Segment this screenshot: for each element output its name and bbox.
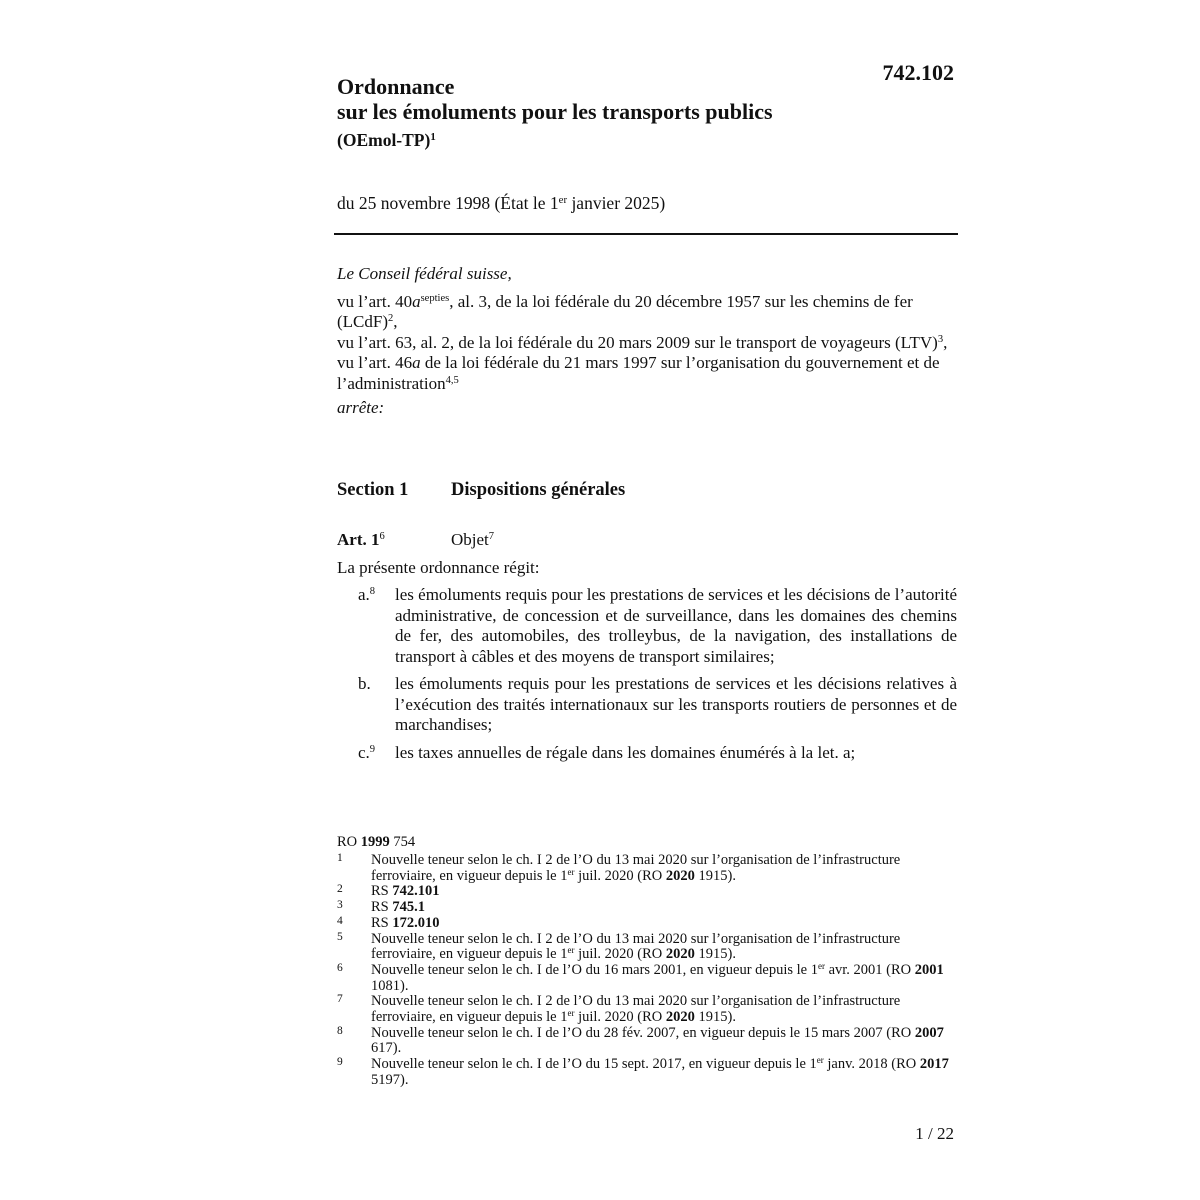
footnote-text: RS — [371, 899, 393, 916]
preamble-council: Le Conseil fédéral suisse, — [337, 264, 512, 283]
footnote-item — [337, 1026, 957, 1057]
footnote-text: 617). — [371, 1040, 402, 1057]
footnote-text: 1915). — [694, 1009, 736, 1026]
footnote-text: 1081). — [371, 977, 409, 994]
item-text: les émoluments requis pour les prestations de services et les décisions de l’autorité administrative, de concession et de surveillance, dans les domaines des chemins de fer, des automobiles, des trolleybus, de la navigation, des installations de transport à câbles et des moyens de transport similaires; — [395, 585, 957, 666]
footnote-bold: 2017 — [919, 1056, 949, 1073]
section-heading — [337, 480, 625, 501]
footnote-ref[interactable]: 8 — [369, 586, 376, 598]
item-label-text: b. — [358, 674, 371, 693]
ro-year: 1999 — [360, 834, 390, 850]
footnote-text: RS — [371, 914, 393, 931]
item-label — [358, 743, 375, 764]
footnote-text: RS — [371, 883, 393, 900]
title-abbreviation: (OEmol-TP) — [337, 130, 431, 150]
footnote-item — [337, 960, 957, 994]
footnote-bold: 742.101 — [392, 883, 440, 900]
preamble — [337, 264, 957, 419]
item-label-text: a. — [358, 585, 370, 604]
document-date — [337, 193, 665, 214]
footnote-number: 5 — [337, 930, 343, 943]
footnote-text: Nouvelle teneur selon le ch. I de l’O du 15 sept. 2017, en vigueur depuis le 1 — [371, 1056, 817, 1073]
footnote-text: juil. 2020 (RO — [574, 946, 666, 963]
footnote-sup: er — [817, 960, 825, 971]
list-item — [337, 743, 957, 764]
footnote-ref[interactable]: 3 — [937, 333, 944, 345]
footnote-item — [337, 853, 957, 884]
footnote-bold: 2020 — [665, 946, 695, 963]
vu-end: , — [943, 332, 948, 352]
document-number: 742.102 — [882, 60, 954, 85]
vu-end: , — [393, 312, 398, 331]
item-text: les émoluments requis pour les prestations de services et les décisions relatives à l’exécution des traités internationaux sur les transports routiers de personnes et de marchandises; — [395, 674, 957, 734]
vu-italic: a — [412, 291, 421, 311]
preamble-vu-3 — [337, 353, 957, 394]
footnote-ref[interactable]: 1 — [430, 131, 436, 144]
vu-italic: a — [412, 353, 421, 372]
title-line-1: Ordonnance — [337, 74, 455, 99]
page-number: 1 / 22 — [915, 1124, 954, 1143]
article-intro: La présente ordonnance régit: — [337, 558, 540, 577]
article-heading — [337, 530, 494, 550]
footnote-text: Nouvelle teneur selon le ch. I de l’O du 16 mars 2001, en vigueur depuis le 1 — [371, 961, 818, 978]
footnote-bold: 2020 — [665, 1009, 695, 1026]
footnote-item — [337, 994, 957, 1025]
date-suffix: janvier 2025) — [567, 193, 666, 213]
footnote-sup: er — [816, 1055, 824, 1066]
footnote-item — [337, 884, 957, 900]
footnote-text: Nouvelle teneur selon le ch. I 2 de l’O du 13 mai 2020 sur l’organisation de l’infrastructure ferroviaire, en vigueur depuis le 1 — [371, 930, 901, 963]
article-items — [337, 585, 957, 770]
footnote-ref[interactable]: 2 — [388, 313, 394, 325]
footnote-number: 1 — [337, 852, 343, 864]
preamble-arrete: arrête: — [337, 398, 385, 417]
footnote-bold: 745.1 — [392, 899, 425, 916]
footnote-bold: 2001 — [914, 961, 944, 978]
footnote-bold: 172.010 — [392, 914, 440, 931]
footnote-number: 6 — [337, 961, 343, 974]
footnote-sup: er — [567, 866, 575, 877]
footnote-text: juil. 2020 (RO — [574, 867, 666, 884]
footnote-item — [337, 1057, 957, 1088]
footnote-ref[interactable]: 4,5 — [445, 374, 459, 386]
footnote-number: 3 — [337, 899, 343, 912]
footnote-item — [337, 900, 957, 916]
footnote-item — [337, 932, 957, 963]
footnote-sup: er — [567, 945, 575, 956]
vu-text: , al. 3, de la loi fédérale du 20 décembre 1957 sur les chemins de fer (LCdF) — [337, 291, 913, 331]
footnote-number: 8 — [337, 1024, 343, 1037]
footnote-ref[interactable]: 6 — [379, 531, 385, 543]
list-item — [337, 585, 957, 667]
footnote-number: 4 — [337, 914, 343, 927]
footnotes — [337, 853, 957, 1089]
footnote-ro — [337, 834, 415, 851]
vu-text: vu l’art. 46 — [337, 353, 413, 372]
footnote-ref[interactable]: 9 — [369, 743, 376, 755]
item-label-text: c. — [358, 742, 370, 762]
footnote-text: janv. 2018 (RO — [823, 1056, 920, 1073]
footnote-text: 1915). — [694, 946, 736, 963]
vu-text: de la loi fédérale du 21 mars 1997 sur l’organisation du gouvernement et de l’administration — [337, 353, 940, 393]
footnote-bold: 2007 — [914, 1024, 944, 1041]
header-rule — [334, 233, 958, 235]
footnote-text: avr. 2001 (RO — [824, 961, 915, 978]
footnote-text: 1915). — [694, 867, 736, 884]
footnote-number: 7 — [337, 993, 343, 1006]
article-number — [337, 530, 451, 550]
vu-text: vu l’art. 40 — [337, 291, 413, 311]
item-label — [358, 674, 371, 695]
article-number-text: Art. 1 — [337, 530, 380, 549]
vu-sup: septies — [420, 292, 450, 304]
footnote-text: Nouvelle teneur selon le ch. I de l’O du 28 fév. 2007, en vigueur depuis le 15 mars 2007 (RO — [371, 1024, 915, 1041]
date-prefix: du 25 novembre 1998 (État le 1 — [337, 193, 559, 213]
vu-text: vu l’art. 63, al. 2, de la loi fédérale du 20 mars 2009 sur le transport de voyageurs (LTV) — [337, 332, 938, 352]
section-number: Section 1 — [337, 480, 409, 500]
ro-page: 754 — [389, 834, 416, 850]
date-sup: er — [558, 194, 568, 207]
preamble-vu-1 — [337, 292, 957, 333]
footnote-ref[interactable]: 7 — [488, 531, 495, 543]
footnote-number: 9 — [337, 1056, 343, 1069]
footnote-bold: 2020 — [665, 867, 695, 884]
ro-text: RO — [337, 834, 361, 850]
item-label — [358, 585, 375, 606]
item-text: les taxes annuelles de régale dans les domaines énumérés à la let. a; — [395, 742, 856, 762]
footnote-text: 5197). — [371, 1071, 409, 1088]
title-line-2: sur les émoluments pour les transports publics — [337, 99, 773, 124]
footnote-text: Nouvelle teneur selon le ch. I 2 de l’O du 13 mai 2020 sur l’organisation de l’infrastructure ferroviaire, en vigueur depuis le 1 — [371, 993, 901, 1026]
footnote-text: Nouvelle teneur selon le ch. I 2 de l’O du 13 mai 2020 sur l’organisation de l’infrastructure ferroviaire, en vigueur depuis le 1 — [371, 852, 901, 884]
article-title: Objet — [451, 530, 489, 549]
footnote-item — [337, 916, 957, 932]
title-short — [337, 128, 897, 153]
footnote-text: juil. 2020 (RO — [574, 1009, 666, 1026]
section-title: Dispositions générales — [451, 480, 626, 500]
preamble-vu-2 — [337, 333, 957, 354]
footnote-number: 2 — [337, 883, 343, 896]
list-item — [337, 674, 957, 736]
document-title — [337, 74, 897, 153]
footnote-sup: er — [567, 1008, 575, 1019]
